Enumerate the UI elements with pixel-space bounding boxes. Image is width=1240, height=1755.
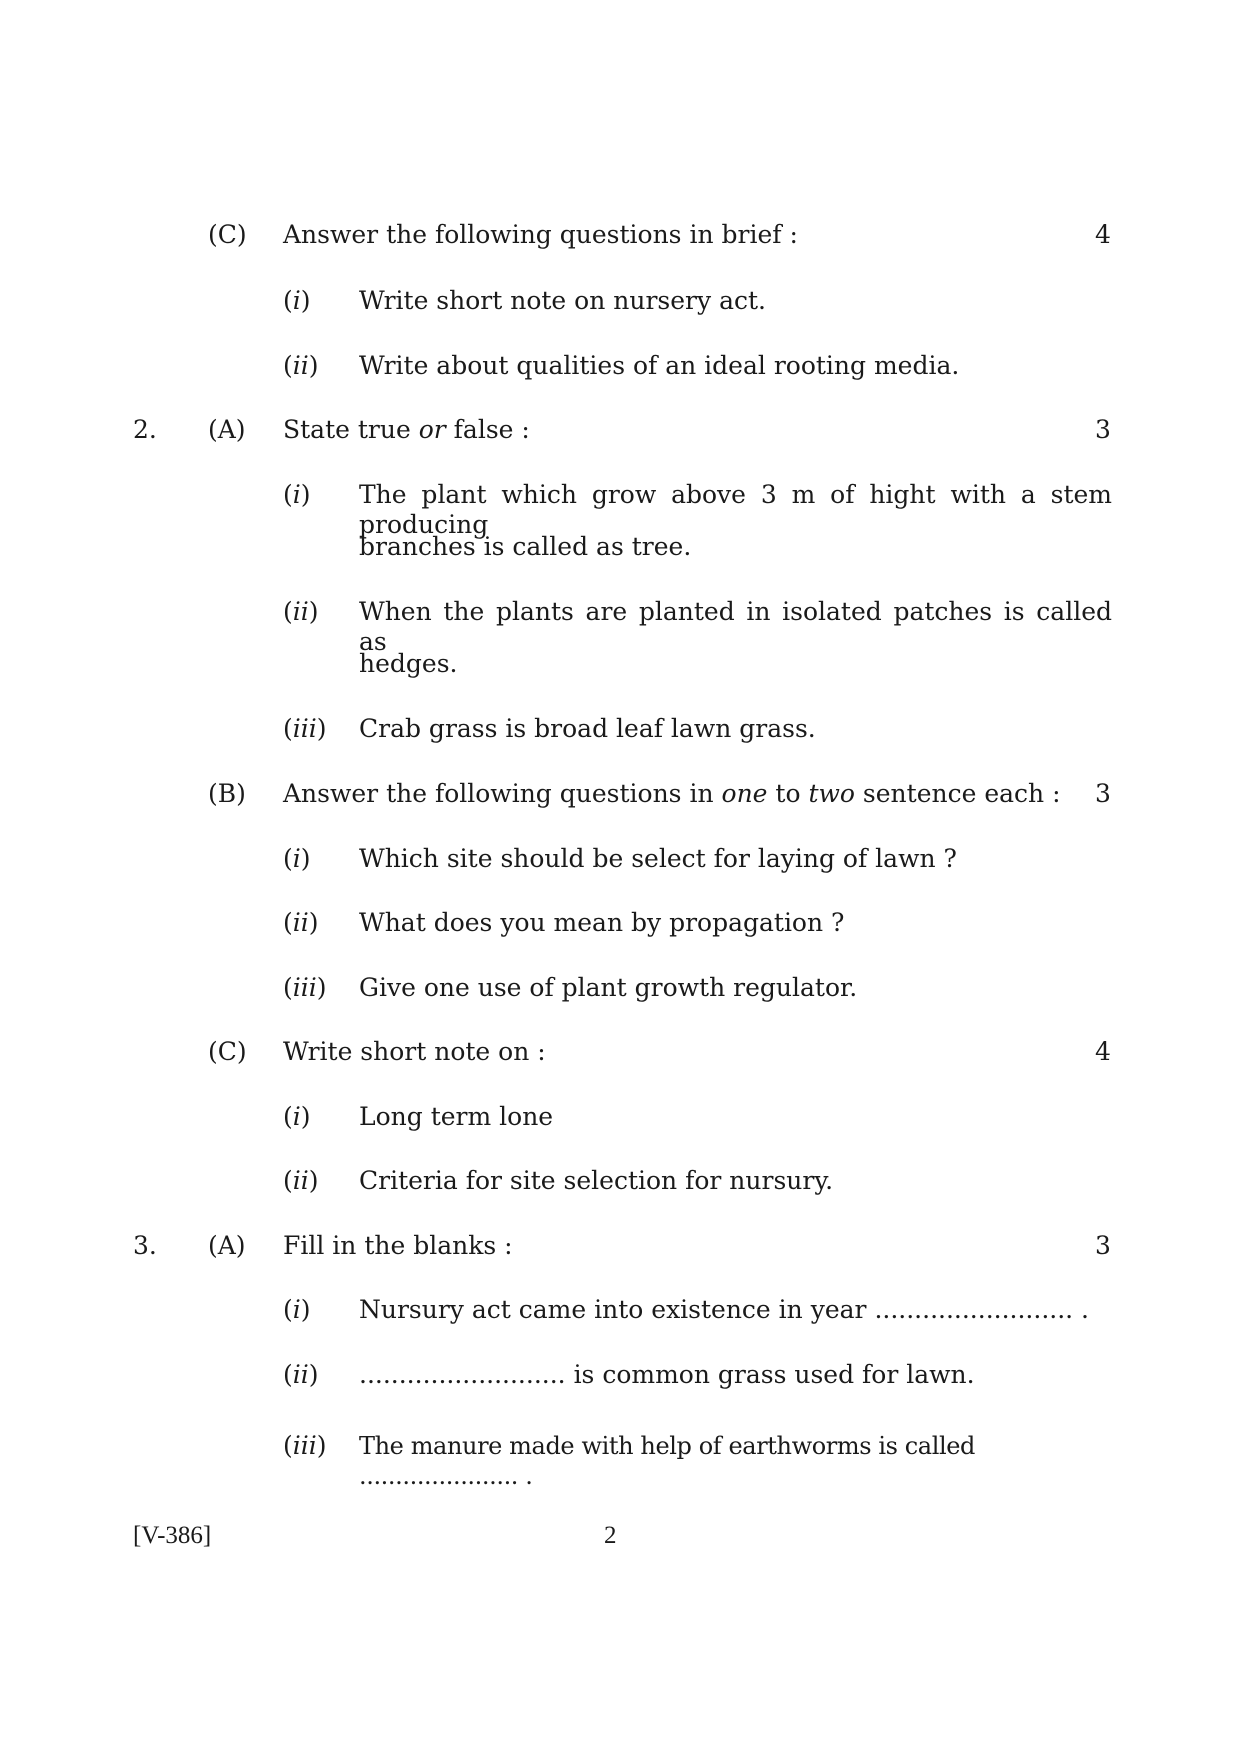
- q3a-item-2-text: .......................... is common grass used for lawn.: [359, 1360, 975, 1389]
- q2a-marks: 3: [1095, 415, 1111, 444]
- q2a-item-2-num: (ii): [283, 597, 319, 626]
- q1c-marks: 4: [1095, 220, 1111, 249]
- q1c-item-2-num: (ii): [283, 351, 319, 380]
- q2a-item-1-num: (i): [283, 480, 311, 509]
- q2c-item-1-num: (i): [283, 1102, 311, 1131]
- q2b-part-label: (B): [208, 779, 246, 808]
- q2b-item-2-text: What does you mean by propagation ?: [359, 908, 845, 937]
- q2a-item-3-text: Crab grass is broad leaf lawn grass.: [359, 714, 816, 743]
- q2b-item-3-num: (iii): [283, 973, 327, 1002]
- q2c-item-2-text: Criteria for site selection for nursury.: [359, 1166, 834, 1195]
- q2a-item-2-line-2: hedges.: [359, 649, 458, 678]
- page-number: 2: [604, 1522, 617, 1549]
- q3a-item-1-text: Nursury act came into existence in year ......................... .: [359, 1295, 1090, 1324]
- q2b-stem: Answer the following questions in one to two sentence each :: [283, 779, 1061, 808]
- q1c-part-label: (C): [208, 220, 247, 249]
- q2a-item-2-line-1: When the plants are planted in isolated patches is called as: [359, 597, 1112, 656]
- q1c-stem: Answer the following questions in brief :: [283, 220, 798, 249]
- q2b-item-1-num: (i): [283, 844, 311, 873]
- q3a-stem: Fill in the blanks :: [283, 1231, 513, 1260]
- q3a-item-3-text: The manure made with help of earthworms is called ...................... .: [359, 1432, 976, 1490]
- q1c-item-1-num: (i): [283, 286, 311, 315]
- q3a-item-1-num: (i): [283, 1295, 311, 1324]
- q2c-marks: 4: [1095, 1037, 1111, 1066]
- q1c-item-2-text: Write about qualities of an ideal rooting media.: [359, 351, 960, 380]
- q3a-item-2-num: (ii): [283, 1360, 319, 1389]
- q2b-item-2-num: (ii): [283, 908, 319, 937]
- q3a-marks: 3: [1095, 1231, 1111, 1260]
- q2c-item-2-num: (ii): [283, 1166, 319, 1195]
- q2b-marks: 3: [1095, 779, 1111, 808]
- q2a-item-1-line-1: The plant which grow above 3 m of hight with a stem producing: [359, 480, 1112, 539]
- q2a-item-1-line-2: branches is called as tree.: [359, 532, 692, 561]
- q2a-stem: State true or false :: [283, 415, 530, 444]
- q3a-part-label: (A): [208, 1231, 246, 1260]
- q3-number: 3.: [133, 1231, 157, 1260]
- paper-code: [V-386]: [133, 1522, 212, 1549]
- q2a-item-3-num: (iii): [283, 714, 327, 743]
- q2c-item-1-text: Long term lone: [359, 1102, 554, 1131]
- q2b-item-1-text: Which site should be select for laying of lawn ?: [359, 844, 957, 873]
- q1c-item-1-text: Write short note on nursery act.: [359, 286, 766, 315]
- q2c-stem: Write short note on :: [283, 1037, 546, 1066]
- q2b-item-3-text: Give one use of plant growth regulator.: [359, 973, 858, 1002]
- q2c-part-label: (C): [208, 1037, 247, 1066]
- q2a-part-label: (A): [208, 415, 246, 444]
- q3a-item-3-num: (iii): [283, 1431, 327, 1460]
- q2-number: 2.: [133, 415, 157, 444]
